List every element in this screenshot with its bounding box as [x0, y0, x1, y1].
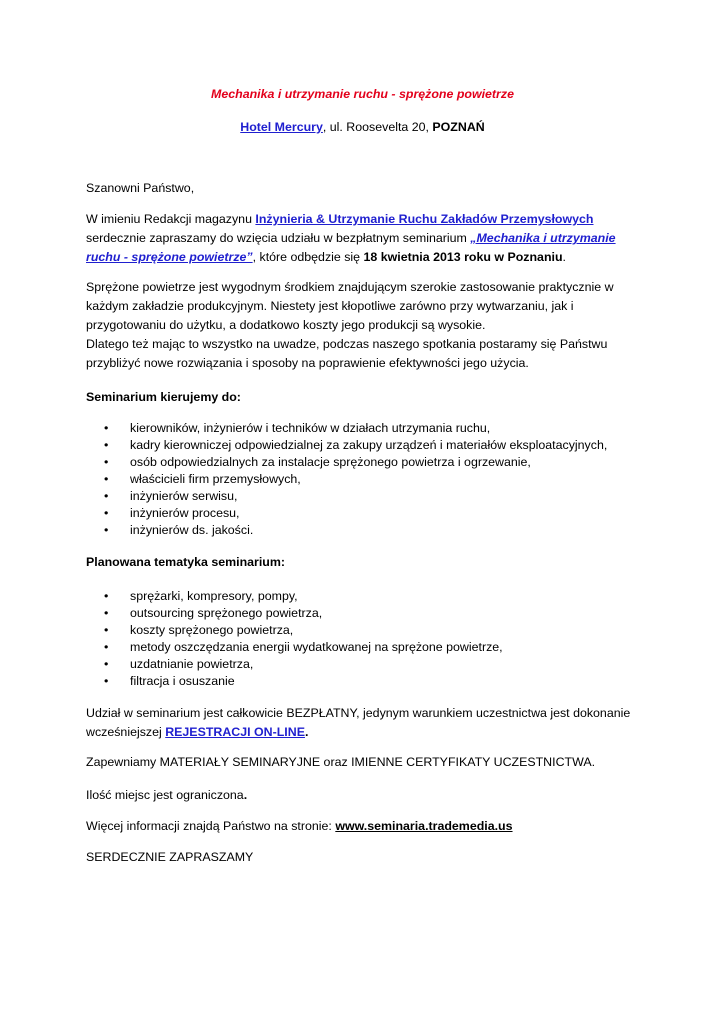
topics-list	[86, 588, 686, 690]
limited-paragraph	[86, 786, 646, 805]
intro-text-4: .	[562, 250, 566, 264]
list-item: • koszty sprężonego powietrza,	[86, 622, 686, 639]
seminar-date: 18 kwietnia 2013 roku w Poznaniu	[363, 250, 563, 264]
registration-text-1: Udział w seminarium jest całkowicie BEZPŁATNY, jedynym warunkiem uczestnictwa jest dokonanie wcześniejszej	[86, 706, 631, 739]
venue-address: , ul. Roosevelta 20,	[322, 120, 433, 134]
venue-city: POZNAŃ	[432, 120, 485, 134]
greeting: Szanowni Państwo,	[86, 181, 195, 195]
description-paragraph	[86, 278, 646, 373]
list-item: • kadry kierowniczej odpowiedzialnej za zakupy urządzeń i materiałów eksploatacyjnych,	[86, 437, 686, 454]
registration-text-2: .	[304, 725, 309, 739]
limited-text-1: Ilość miejsc jest ograniczona	[86, 788, 244, 802]
website-link[interactable]: www.seminaria.trademedia.us	[335, 819, 513, 833]
list-item: • sprężarki, kompresory, pompy,	[86, 588, 686, 605]
intro-text-3: , które odbędzie się	[252, 250, 364, 264]
audience-heading: Seminarium kierujemy do:	[86, 390, 241, 404]
list-item: • kierowników, inżynierów i techników w działach utrzymania ruchu,	[86, 420, 686, 437]
list-item: • inżynierów serwisu,	[86, 488, 686, 505]
list-item: • uzdatnianie powietrza,	[86, 656, 686, 673]
more-info-paragraph	[86, 817, 646, 836]
description-text-1: Sprężone powietrze jest wygodnym środkiem znajdującym szerokie zastosowanie praktycznie w każdym zakładzie produkcyjnym. Niestety jest kłopotliwe zarówno przy wytwarzaniu, jak i przygotowaniu do użytku, a dodatkowo koszty jego produkcji są wysokie.	[86, 280, 614, 332]
more-info-text: Więcej informacji znajdą Państwo na stronie:	[86, 819, 336, 833]
registration-paragraph	[86, 704, 646, 742]
limited-text-2: .	[243, 788, 248, 802]
list-item: • właścicieli firm przemysłowych,	[86, 471, 686, 488]
venue-line	[0, 120, 725, 134]
hotel-link[interactable]: Hotel Mercury	[240, 120, 323, 134]
materials-paragraph: Zapewniamy MATERIAŁY SEMINARYJNE oraz IMIENNE CERTYFIKATY UCZESTNICTWA.	[86, 755, 596, 769]
list-item: • inżynierów procesu,	[86, 505, 686, 522]
list-item: • metody oszczędzania energii wydatkowanej na sprężone powietrze,	[86, 639, 686, 656]
intro-text-1: W imieniu Redakcji magazynu	[86, 212, 256, 226]
seminar-link[interactable]: „Mechanika i utrzymanie ruchu - sprężone powietrze”	[86, 231, 616, 264]
topics-heading: Planowana tematyka seminarium:	[86, 555, 286, 569]
intro-text-2: serdecznie zapraszamy do wzięcia udziału w bezpłatnym seminarium	[86, 231, 471, 245]
list-item: • filtracja i osuszanie	[86, 673, 686, 690]
intro-paragraph	[86, 210, 646, 267]
registration-link[interactable]: REJESTRACJI ON-LINE	[165, 725, 305, 739]
list-item: • outsourcing sprężonego powietrza,	[86, 605, 686, 622]
description-text-2: Dlatego też mając to wszystko na uwadze, podczas naszego spotkania postaramy się Państwu przybliżyć nowe rozwiązania i sposoby na poprawienie efektywności jego użycia.	[86, 337, 608, 370]
magazine-link[interactable]: Inżynieria & Utrzymanie Ruchu Zakładów Przemysłowych	[255, 212, 594, 226]
list-item: • osób odpowiedzialnych za instalacje sprężonego powietrza i ogrzewanie,	[86, 454, 686, 471]
document-title: Mechanika i utrzymanie ruchu - sprężone powietrze	[211, 87, 514, 101]
audience-list	[86, 420, 686, 539]
closing-text: SERDECZNIE ZAPRASZAMY	[86, 850, 254, 864]
list-item: • inżynierów ds. jakości.	[86, 522, 686, 539]
